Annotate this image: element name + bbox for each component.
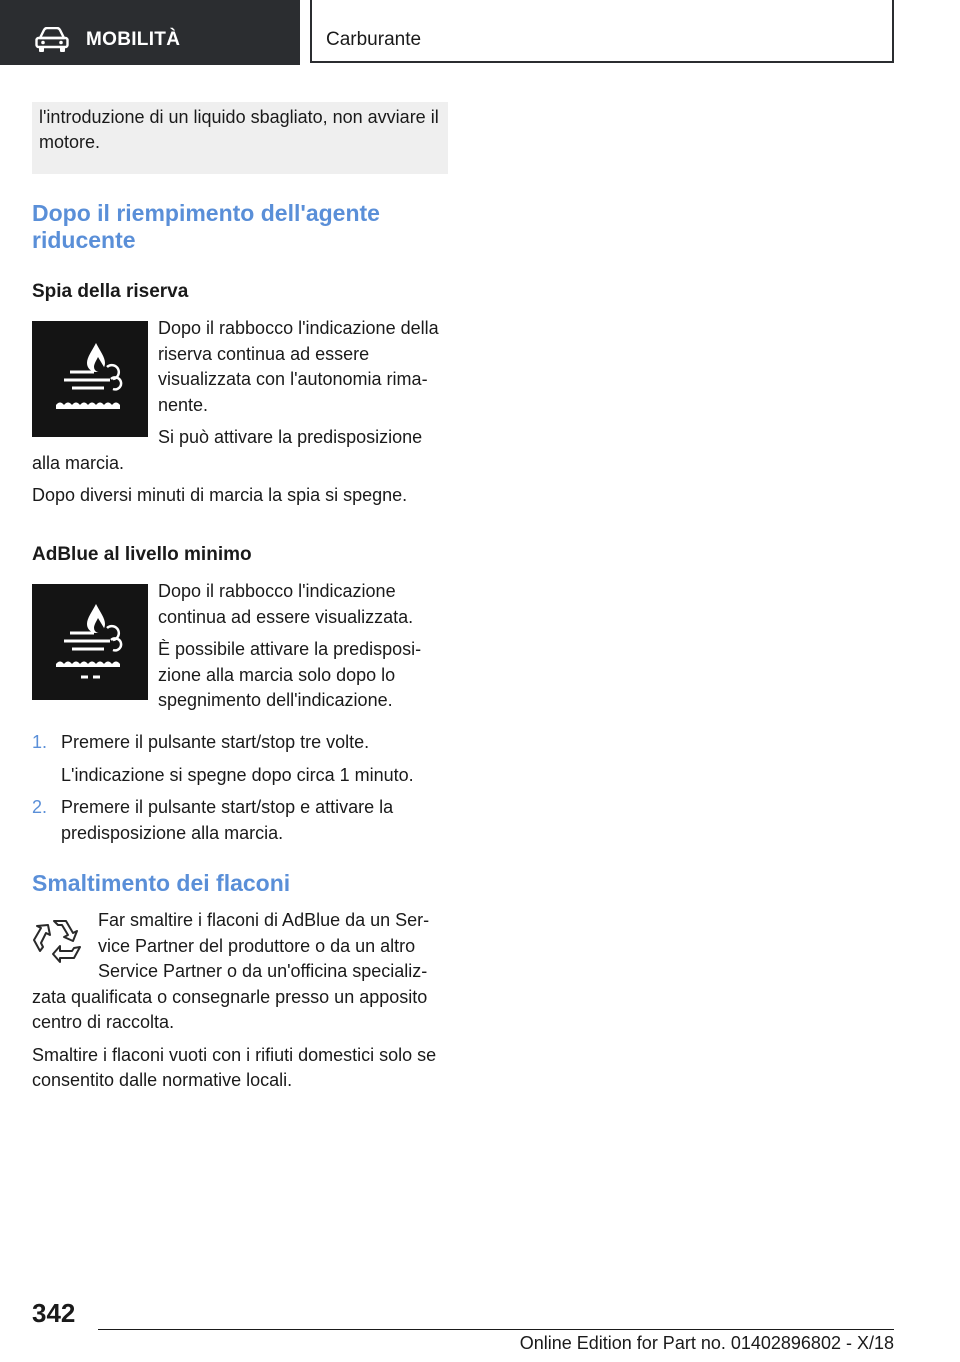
step-note: L'indicazione si spegne dopo circa 1 minuto. — [61, 764, 414, 785]
subheading-adblue-minimum: AdBlue al livello minimo — [32, 544, 252, 565]
adblue-minimum-text — [32, 579, 450, 721]
section-heading-disposal: Smaltimento dei flaconi — [32, 870, 291, 896]
paragraph: Dopo il rabbocco l'indicazione continua ad essere visualizzata. — [158, 581, 414, 627]
step-number: 1. — [32, 732, 48, 752]
page-number: 342 — [32, 1298, 76, 1328]
header-chapter-box — [310, 0, 894, 63]
adblue-minimum-warning-icon — [32, 584, 148, 700]
paragraph: Si può attivare la predisposizione alla marcia. — [32, 427, 423, 473]
section-heading-refill: Dopo il riempimento dell'agente riducente — [32, 200, 380, 253]
disposal-text — [32, 908, 450, 1101]
recycle-icon — [32, 911, 88, 967]
warning-note-continuation: l'introduzione di un liquido sbagliato, non avviare il motore. — [32, 102, 448, 174]
paragraph: Smaltire i flaconi vuoti con i rifiuti domestici solo se consentito dalle normative locali. — [32, 1044, 437, 1090]
chapter-title: Carburante — [326, 29, 422, 50]
subheading-reserve-light: Spia della riserva — [32, 281, 189, 302]
step-number: 2. — [32, 797, 48, 817]
list-item — [32, 730, 450, 788]
reserve-light-text — [32, 316, 450, 516]
section-title: MOBILITÀ — [86, 29, 181, 50]
footer-edition: Online Edition for Part no. 01402896802 - X/18 — [519, 1333, 894, 1353]
list-item — [32, 795, 450, 846]
adblue-reserve-warning-icon — [32, 321, 148, 437]
step-text: Premere il pulsante start/stop tre volte. — [61, 732, 370, 752]
paragraph: Dopo diversi minuti di marcia la spia si spegne. — [32, 485, 408, 505]
car-icon — [35, 27, 69, 53]
footer-divider — [98, 1329, 894, 1330]
step-text: Premere il pulsante start/stop e attivare la predisposizione alla marcia. — [61, 797, 394, 843]
paragraph: È possibile attivare la predisposizione alla marcia solo dopo lo spegnimento dell'indicazione. — [158, 639, 422, 710]
paragraph: Dopo il rabbocco l'indicazione della riserva continua ad essere visualizzata con l'autonomia rimanente. — [158, 318, 439, 415]
steps-list — [32, 730, 450, 853]
header-section-tab — [0, 0, 300, 65]
paragraph: Far smaltire i flaconi di AdBlue da un Service Partner del produttore o da un altro Service Partner o da un'officina specializzata qualificata o consegnarle presso un apposito centro di raccolta. — [32, 910, 430, 1032]
